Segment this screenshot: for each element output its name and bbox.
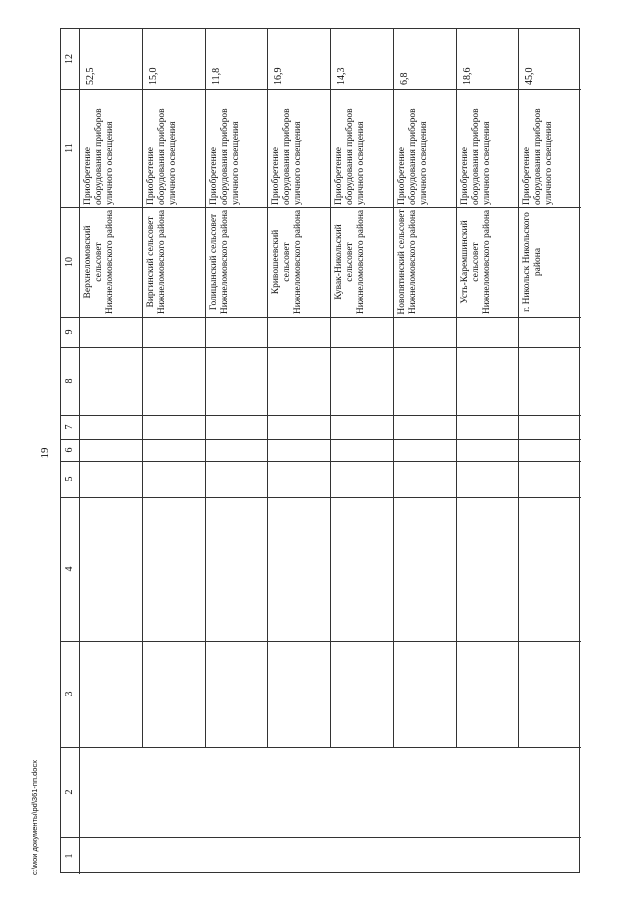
column-number: 1 bbox=[64, 853, 75, 858]
column-number: 7 bbox=[64, 424, 75, 430]
purpose-cell: Приобретение оборудования приборов уличного освещения bbox=[145, 108, 178, 205]
column-number: 6 bbox=[64, 447, 75, 453]
column-number: 9 bbox=[64, 329, 75, 335]
recipient-cell: Новопятинский сельсовет Нижнеломовского района bbox=[396, 209, 418, 315]
amount-cell: 52,5 bbox=[85, 67, 96, 85]
recipient-cell: г. Никольск Никольского района bbox=[522, 212, 544, 312]
purpose-cell: Приобретение оборудования приборов уличного освещения bbox=[522, 108, 555, 205]
purpose-cell: Приобретение оборудования приборов уличного освещения bbox=[334, 108, 366, 205]
row-divider bbox=[205, 29, 206, 747]
recipient-cell: Виргинский сельсовет Нижнеломовского района bbox=[145, 209, 167, 315]
amount-cell: 14,3 bbox=[336, 67, 347, 85]
row-divider bbox=[393, 29, 394, 747]
purpose-cell: Приобретение оборудования приборов уличного освещения bbox=[208, 108, 241, 205]
column-number: 12 bbox=[64, 54, 75, 64]
column-divider bbox=[61, 641, 581, 642]
column-divider bbox=[61, 207, 581, 208]
recipient-cell: Голицынский сельсовет Нижнеломовского района bbox=[208, 209, 230, 315]
recipient-cell: Верхнеломовский сельсовет Нижнеломовского района bbox=[83, 209, 115, 315]
recipient-cell: Кривошеевский сельсовет Нижнеломовского района bbox=[271, 209, 304, 315]
row-divider bbox=[330, 29, 331, 747]
column-number: 8 bbox=[64, 378, 75, 384]
rotated-table bbox=[60, 28, 580, 873]
column-divider bbox=[61, 461, 581, 462]
column-number: 5 bbox=[64, 476, 75, 482]
row-divider bbox=[142, 29, 143, 747]
purpose-cell: Приобретение оборудования приборов уличного освещения bbox=[83, 108, 115, 205]
column-divider bbox=[61, 89, 581, 90]
purpose-cell: Приобретение оборудования приборов уличного освещения bbox=[271, 108, 304, 205]
amount-cell: 18,6 bbox=[461, 67, 473, 85]
footer-file-path bbox=[30, 760, 44, 875]
column-number: 2 bbox=[64, 789, 75, 795]
page-number: 19 bbox=[39, 447, 51, 459]
amount-cell: 15,0 bbox=[147, 67, 159, 85]
column-divider bbox=[61, 439, 581, 440]
purpose-cell: Приобретение оборудования приборов уличного освещения bbox=[396, 108, 429, 205]
column-divider bbox=[61, 497, 581, 498]
column-number: 4 bbox=[64, 566, 75, 572]
amount-cell: 16,9 bbox=[273, 67, 285, 85]
recipient-cell: Кувак-Никольский сельсовет Нижнеломовского района bbox=[334, 209, 366, 315]
row-divider bbox=[267, 29, 268, 747]
row-divider bbox=[518, 29, 519, 747]
amount-cell: 11,8 bbox=[210, 67, 222, 85]
column-number: 3 bbox=[64, 691, 75, 697]
purpose-cell: Приобретение оборудования приборов уличного освещения bbox=[459, 108, 492, 205]
footer-file-path-text: c:\мои документы\pd\361-пп.docx bbox=[30, 760, 39, 875]
column-divider bbox=[61, 837, 581, 838]
column-divider bbox=[61, 317, 581, 318]
column-divider bbox=[61, 347, 581, 348]
row-divider bbox=[456, 29, 457, 747]
column-number: 11 bbox=[64, 143, 75, 153]
column-divider bbox=[61, 747, 581, 748]
column-number: 10 bbox=[64, 257, 75, 267]
amount-cell: 6,8 bbox=[398, 72, 410, 85]
recipient-cell: Усть-Каремшинский сельсовет Нижнеломовского района bbox=[459, 209, 492, 315]
column-divider bbox=[61, 415, 581, 416]
amount-cell: 45,0 bbox=[524, 67, 536, 85]
